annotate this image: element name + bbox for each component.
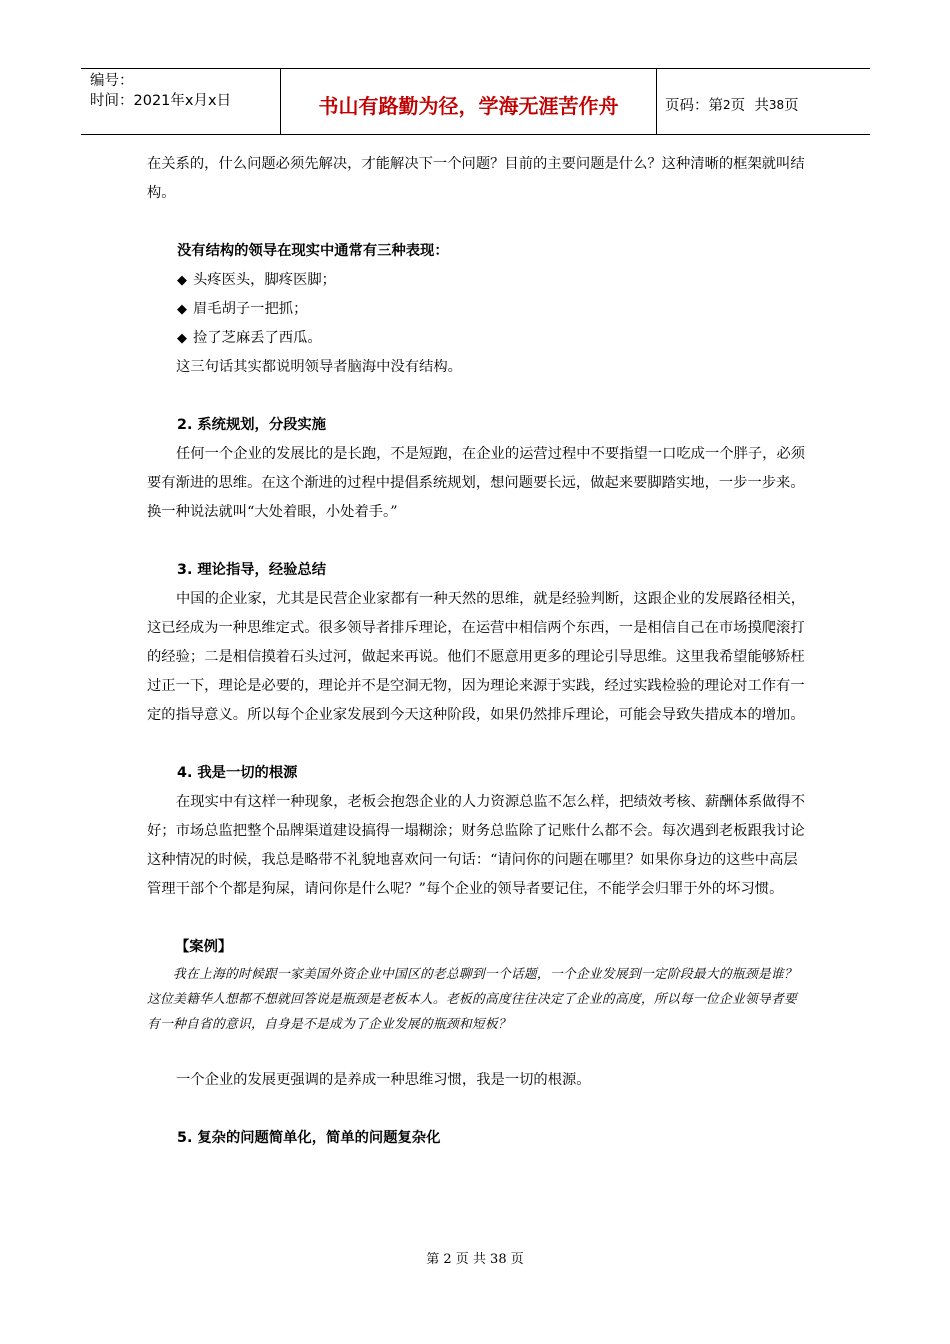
bullet-item: ◆ 眉毛胡子一把抓；: [177, 301, 308, 317]
section-3-text: 中国的企业家，尤其是民营企业家都有一种天然的思维，就是经验判断，这跟企业的发展路径相关，这已经成为一种思维定式。很多领导者排斥理论，在运营中相信两个东西，一是相信自己在市场摸爬滚打的经验；二是相信摸着石头过河，做起来再说。他们不愿意用更多的理论引导思维。这里我希望能够矫枉过正一下，理论是必要的，理论并不是空洞无物，因为理论来源于实践，经过实践检验的理论对工作有一定的指导意义。所以每个企业家发展到今天这种阶段，如果仍然排斥理论，可能会导致失措成本的增加。: [147, 591, 806, 723]
bullet-item: ◆ 捡了芝麻丢了西瓜。: [177, 330, 322, 346]
diamond-bullet-icon: ◆: [177, 331, 187, 346]
no-structure-heading: 没有结构的领导在现实中通常有三种表现：: [177, 243, 449, 259]
section-2-text: 任何一个企业的发展比的是长跑，不是短跑，在企业的运营过程中不要指望一口吃成一个胖子，必须要有渐进的思维。在这个渐进的过程中提倡系统规划，想问题要长远，做起来要脚踏实地，一步一步来。换一种说法就叫“大处着眼，小处着手。”: [147, 446, 806, 520]
page-label-a: 页码：第: [665, 98, 723, 114]
diamond-bullet-icon: ◆: [177, 273, 187, 288]
section-4-summary: 一个企业的发展更强调的是养成一种思维习惯，我是一切的根源。: [176, 1072, 591, 1088]
bullet-item: ◆ 头疼医头，脚疼医脚；: [177, 272, 336, 288]
diamond-bullet-icon: ◆: [177, 302, 187, 317]
page-label-c: 页: [784, 98, 799, 114]
page-header: [81, 68, 870, 135]
header-motto: 书山有路勤为径，学海无涯苦作舟: [281, 69, 657, 134]
page-label-b: 页 共: [730, 98, 769, 114]
doc-date-label: 时间：2021年x月x日: [90, 93, 232, 109]
case-text: 我在上海的时候跟一家美国外资企业中国区的老总聊到一个话题，一个企业发展到一定阶段最大的瓶颈是谁？这位美籍华人想都不想就回答说是瓶颈是老板本人。老板的高度往往决定了企业的高度，所以每一位企业领导者要有一种自省的意识，自身是不是成为了企业发展的瓶颈和短板？: [147, 967, 797, 1032]
page-total: 38: [768, 97, 785, 112]
section-2-heading: 2. 系统规划，分段实施: [177, 417, 327, 433]
intro-paragraph: 在关系的，什么问题必须先解决，才能解决下一个问题？目前的主要问题是什么？这种清晰的框架就叫结构。: [147, 156, 805, 201]
header-page-info: [657, 69, 870, 134]
bullets-summary: 这三句话其实都说明领导者脑海中没有结构。: [176, 359, 462, 375]
page-current: 2: [723, 97, 731, 112]
section-3-heading: 3. 理论指导，经验总结: [177, 562, 327, 578]
section-5-heading: 5. 复杂的问题简单化，简单的问题复杂化: [177, 1130, 441, 1146]
header-meta: [81, 69, 281, 134]
section-4-heading: 4. 我是一切的根源: [177, 765, 298, 781]
doc-number-label: 编号：: [90, 73, 134, 89]
document-body: [147, 150, 807, 1153]
section-4-text: 在现实中有这样一种现象，老板会抱怨企业的人力资源总监不怎么样，把绩效考核、薪酬体系做得不好；市场总监把整个品牌渠道建设搞得一塌糊涂；财务总监除了记账什么都不会。每次遇到老板跟我讨论这种情况的时候，我总是略带不礼貌地喜欢问一句话：“请问你的问题在哪里？如果你身边的这些中高层管理干部个个都是狗屎，请问你是什么呢？”每个企业的领导者要记住，不能学会归罪于外的坏习惯。: [147, 794, 806, 897]
page-footer: 第 2 页 共 38 页: [426, 1252, 524, 1267]
case-label: 【案例】: [175, 939, 233, 955]
